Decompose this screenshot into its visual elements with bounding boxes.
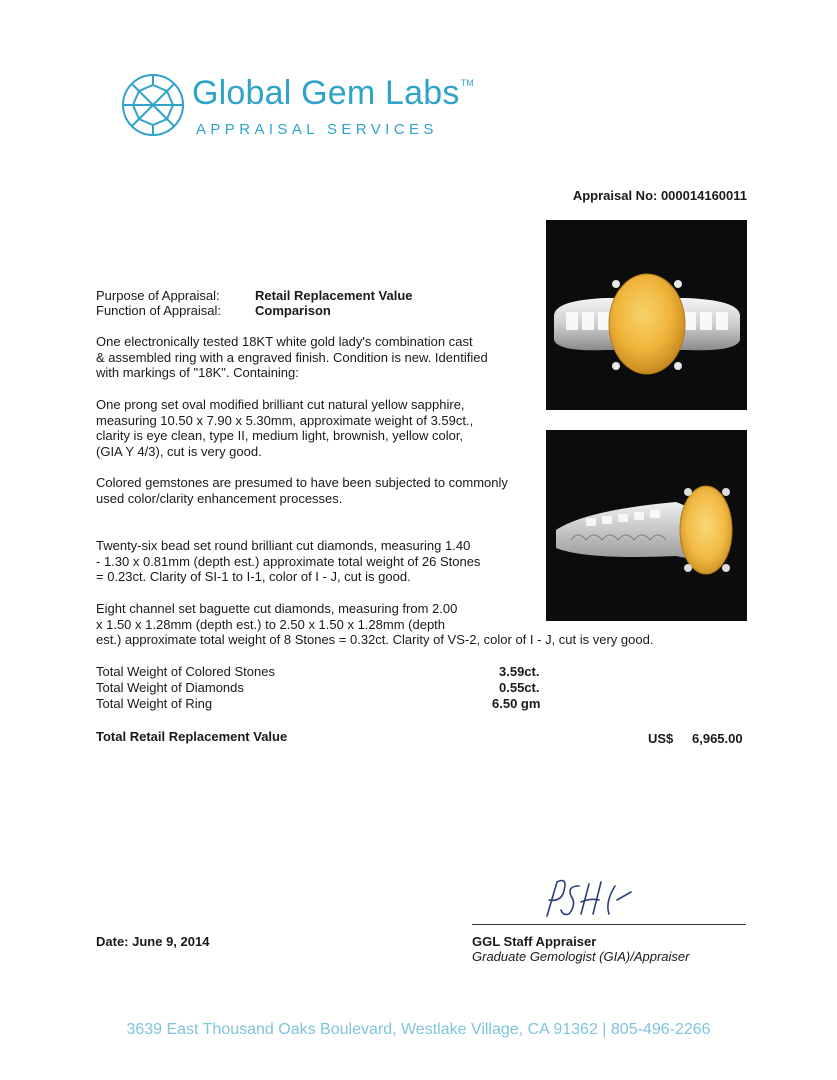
retail-value-label: Total Retail Replacement Value xyxy=(96,729,288,744)
retail-value-currency: US$ xyxy=(648,731,674,746)
brand-subtitle: APPRAISAL SERVICES xyxy=(196,121,438,138)
treatment-note: Colored gemstones are presumed to have been subjected to commonly used color/clarity enhancement processes. xyxy=(96,475,508,506)
round-diamond-description: Twenty-six bead set round brilliant cut diamonds, measuring 1.40 - 1.30 x 0.81mm (depth est.) approximate total weight of 26 Stones = 0.23ct. Clarity of SI-1 to I-1, color of I - J, cut is good. xyxy=(96,538,481,584)
footer-address: 3639 East Thousand Oaks Boulevard, Westlake Village, CA 91362 | 805-496-2266 xyxy=(126,1021,711,1038)
ring-front-photo xyxy=(546,220,747,410)
total-diamonds-value: 0.55ct. xyxy=(499,680,540,695)
brand-name: Global Gem Labs™ xyxy=(192,74,474,112)
total-colored-value: 3.59ct. xyxy=(499,664,540,679)
retail-value-amount: 6,965.00 xyxy=(692,731,743,746)
gem-logo-icon xyxy=(120,72,186,138)
purpose-label: Purpose of Appraisal: xyxy=(96,288,220,303)
function-value: Comparison xyxy=(255,303,331,318)
appraiser-credentials: Graduate Gemologist (GIA)/Appraiser xyxy=(472,949,690,964)
appraisal-date: Date: June 9, 2014 xyxy=(96,934,210,949)
total-diamonds-label: Total Weight of Diamonds xyxy=(96,680,244,695)
sapphire-description: One prong set oval modified brilliant cut natural yellow sapphire, measuring 10.50 x 7.90 x 5.30mm, approximate weight of 3.59ct., clarity is eye clean, type II, medium light, brownish, yellow color, (GIA Y 4/3), cut is very good. xyxy=(96,397,474,459)
signature-line xyxy=(472,924,746,925)
appraisal-number: Appraisal No: 000014160011 xyxy=(572,188,747,203)
ring-side-photo xyxy=(546,430,747,621)
baguette-description: Eight channel set baguette cut diamonds, measuring from 2.00 x 1.50 x 1.28mm (depth est.) to 2.50 x 1.50 x 1.28mm (depth est.) approximate total weight of 8 Stones = 0.32ct. Clarity of VS-2, color of I - J, cut is very good. xyxy=(96,601,654,647)
function-label: Function of Appraisal: xyxy=(96,303,222,318)
total-ring-label: Total Weight of Ring xyxy=(96,696,213,711)
ring-description: One electronically tested 18KT white gold lady's combination cast & assembled ring with a engraved finish. Condition is new. Identified with markings of "18K". Containing: xyxy=(96,334,488,380)
total-colored-label: Total Weight of Colored Stones xyxy=(96,664,275,679)
total-ring-value: 6.50 gm xyxy=(492,696,541,711)
appraiser-signature xyxy=(535,872,645,922)
purpose-value: Retail Replacement Value xyxy=(255,288,413,303)
appraiser-title: GGL Staff Appraiser xyxy=(472,934,597,949)
